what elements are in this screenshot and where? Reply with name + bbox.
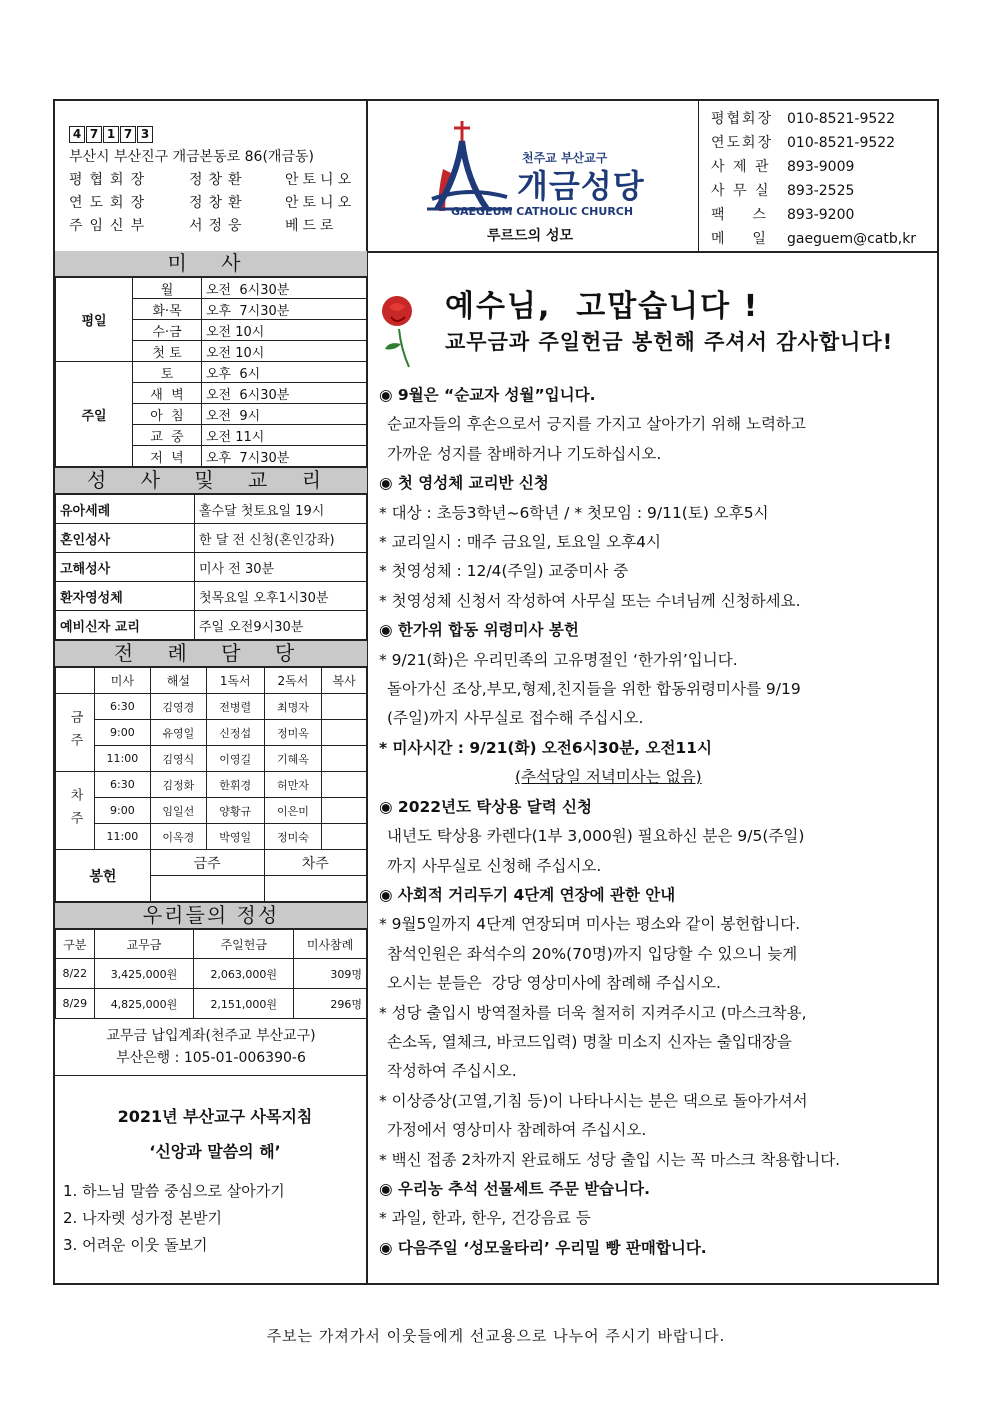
- notice-line: 작성하여 주십시오.: [387, 1062, 517, 1081]
- officer-row: 평협회장 정창환 안토니오: [69, 172, 356, 188]
- notice-body: [379, 381, 934, 1263]
- offering-table: 구분 교무금 주일헌금 미사참례 8/22 3,425,000원 2,063,000원 309명 8/29 4,825,000원 2,151,000원 296명: [55, 929, 367, 1019]
- notice-line: * 성당 출입시 방역절차를 더욱 철저히 지켜주시고 (마스크착용,: [379, 1003, 807, 1022]
- mass-table: 평일 월 오전 6시30분 화·목 오후 7시30분 수·금 오전 10시 첫 토 오전 10시 주일 토 오후 6시 새 벽 오전 6시30분 아 침 오전 9시 교 중 오전 11시 저 녁 오후 7시30분: [55, 277, 367, 467]
- sacraments-table: 유아세례 홀수달 첫토요일 19시 혼인성사 한 달 전 신청(혼인강좌) 고해성사 미사 전 30분 환자영성체 첫목요일 오후1시30분 예비신자 교리 주일 오전9시30분: [55, 494, 367, 640]
- notice-line: 손소독, 열체크, 바코드입력) 명찰 미소지 신자는 출입대장을: [387, 1032, 792, 1051]
- notice-line: 내년도 탁상용 카렌다(1부 3,000원) 필요하신 분은 9/5(주일): [387, 827, 805, 846]
- sacraments-title: 성 사 및 교 리: [55, 467, 367, 494]
- notice-line: * 교리일시 : 매주 금요일, 토요일 오후4시: [379, 533, 661, 552]
- patron-subtitle: 루르드의 성모: [487, 228, 574, 244]
- address: 부산시 부산진구 개금본동로 86(개금동): [69, 149, 314, 165]
- notice-line: * 9월5일까지 4단계 연장되며 미사는 평소와 같이 봉헌합니다.: [379, 915, 801, 934]
- left-column: [55, 251, 367, 1259]
- notice-line: ◉ 우리농 추석 선물세트 주문 받습니다.: [379, 1179, 650, 1198]
- headline: 예수님, 고맙습니다 !: [445, 289, 760, 324]
- notice-line: 까지 사무실로 신청해 주십시오.: [387, 856, 602, 875]
- notice-line: (주일)까지 사무실로 접수해 주십시오.: [387, 709, 644, 728]
- officer-row: 연도회장 정창환 안토니오: [69, 195, 356, 211]
- notice-line: ◉ 2022년도 탁상용 달력 신청: [379, 797, 593, 816]
- notice-line: * 대상 : 초등3학년~6학년 / * 첫모임 : 9/11(토) 오후5시: [379, 503, 769, 522]
- notice-line: * 첫영성체 : 12/4(주일) 교중미사 중: [379, 562, 629, 581]
- notice-note: (추석당일 저녁미사는 없음): [515, 768, 702, 787]
- liturgy-table: 미사 해설 1독서 2독서 복사 금주 6:30 김영경 전병렬 최명자 9:00 유영일 신정섭 정미옥 11:00 김영식 이영길 기혜옥 차주 6:30 김정화 한휘경 허만자 9:00 임일선 양황규 이은미 11:00 이옥경 박영일 정미숙 봉헌 금주 차주: [55, 667, 367, 902]
- officer-row: 주임신부 서정웅 베드로: [69, 218, 338, 234]
- church-logo: 천주교 부산교구 개금성당 GAEGEUM CATHOLIC CHURCH 루르드의 성모: [367, 101, 697, 251]
- notice-line: ◉ 첫 영성체 교리반 신청: [379, 474, 549, 493]
- subheadline: 교무금과 주일헌금 봉헌해 주셔서 감사합니다!: [445, 330, 894, 354]
- notice-line: 오시는 분들은 강당 영상미사에 참례해 주십시오.: [387, 974, 721, 993]
- notice-line: 가까운 성지를 참배하거나 기도하십시오.: [387, 444, 662, 463]
- notice-line: 순교자들의 후손으로서 긍지를 가지고 살아가기 위해 노력하고: [387, 415, 806, 434]
- notice-line: * 과일, 한과, 한우, 건강음료 등: [379, 1209, 591, 1228]
- notice-line: ◉ 다음주일 ‘성모울타리’ 우리밀 빵 판매합니다.: [379, 1238, 707, 1257]
- notice-line: * 9/21(화)은 우리민족의 고유명절인 ‘한가위’입니다.: [379, 650, 738, 669]
- notice-line: * 미사시간 : 9/21(화) 오전6시30분, 오전11시: [379, 738, 712, 757]
- account-info: 교무금 납입계좌(천주교 부산교구) 부산은행 : 105-01-006390-6: [55, 1019, 367, 1076]
- address-block: [69, 123, 355, 238]
- pastoral-motto: 2021년 부산교구 사목지침 ‘신앙과 말씀의 해’ 1. 하느님 말씀 중심으로 살아가기 2. 나자렛 성가정 본받기 3. 어려운 이웃 돌보기: [63, 1107, 313, 1254]
- notice-line: ◉ 한가위 합동 위령미사 봉헌: [379, 621, 579, 640]
- offering-title: 우리들의 정성: [55, 902, 367, 929]
- mass-title: 미 사: [55, 251, 367, 277]
- bulletin-frame: [53, 99, 939, 1285]
- notice-line: 참석인원은 좌석수의 20%(70명)까지 입당할 수 있으니 늦게: [387, 944, 798, 963]
- notice-line: * 첫영성체 신청서 작성하여 사무실 또는 수녀님께 신청하세요.: [379, 591, 801, 610]
- notice-line: 돌아가신 조상,부모,형제,친지들을 위한 합동위령미사를 9/19: [387, 680, 801, 699]
- notice-line: 가정에서 영상미사 참례하여 주십시오.: [387, 1121, 647, 1140]
- footer-note: 주보는 가져가서 이웃들에게 선교용으로 나누어 주시기 바랍니다.: [266, 1327, 726, 1345]
- liturgy-title: 전 례 담 당: [55, 640, 367, 667]
- header: [55, 101, 937, 253]
- rose-icon: [375, 289, 425, 369]
- notice-line: * 이상증상(고열,기침 등)이 나타나시는 분은 댁으로 돌아가셔서: [379, 1091, 808, 1110]
- notice-line: [379, 763, 934, 792]
- contacts: 평협회장 010-8521-9522 연도회장 010-8521-9522 사 제 관 893-9009 사 무 실 893-2525 팩 스 893-9200 메 일 gaeguem@catb,kr: [711, 111, 917, 247]
- notice-line: ◉ 사회적 거리두기 4단계 연장에 관한 안내: [379, 885, 676, 904]
- notice-line: * 백신 접종 2차까지 완료해도 성당 출입 시는 꼭 마스크 착용합니다.: [379, 1150, 841, 1169]
- church-name: 개금성당: [517, 167, 645, 205]
- notice-line: ◉ 9월은 “순교자 성월”입니다.: [379, 386, 596, 404]
- zip-code: 4 7 1 7 3: [69, 123, 355, 146]
